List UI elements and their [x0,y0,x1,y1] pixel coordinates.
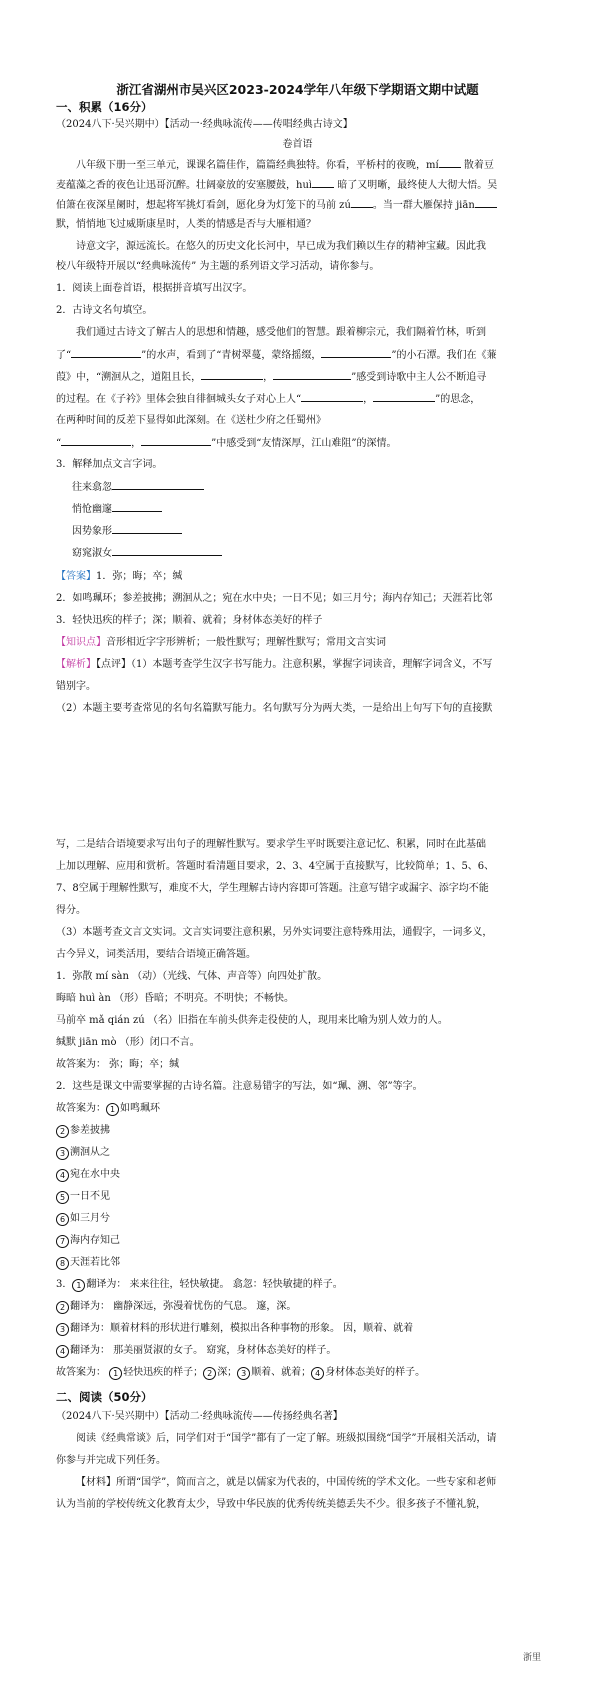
circled-number: 1 [106,1103,119,1116]
text: 如鸣珮环 [120,1103,160,1114]
answer-item [56,1190,544,1204]
fill-blank [112,480,204,490]
text: 葭》中，“溯洄从之，道阻且长， [56,372,202,383]
q3-item [72,546,560,561]
text: 身材体态美好的样子。 [325,1367,426,1378]
page-footer: 浙里 [522,1653,541,1663]
text: ”的小石潭。我们在《蒹 [391,350,497,361]
text: 音形相近字字形辨析；一般性默写；理解性默写；常用文言实词 [106,637,386,648]
preface-line: 默，悄悄地飞过威斯康星时，人类的情感是否与大雁相通？ [56,219,316,230]
text: ”感受到诗歌中主人公不断追寻 [351,372,487,383]
text: 散着豆 [463,160,494,171]
section-subtitle: 卷首语 [282,139,313,150]
text: 往来翕忽 [72,482,112,493]
answer-item [56,1256,544,1270]
answer-line: 2．如鸣珮环；参差披拂；溯洄从之；宛在水中央；一日不见；如三月兮；海内存知己；天涯若比邻 [56,593,493,604]
analysis-line: 写，二是结合语境要求写出句子的理解性默写。要求学生平时既要注意记忆、积累，同时在此基础 [56,839,486,850]
text: 八年级下册一至三单元，课课名篇佳作，篇篇经典独特。你看，平桥村的夜晚，mí [76,160,439,171]
analysis-line [56,658,544,672]
answer-item [56,1124,544,1138]
analysis-line: 得分。 [56,905,86,916]
fill-blank [373,392,435,402]
preface-line [56,198,544,213]
q2-line [56,392,544,407]
knowledge-tag: 【知识点】 [56,637,106,648]
text: 翻译为： 那美丽贤淑的女子。 窈窕，身材体态美好的样子。 [70,1345,337,1356]
text: 深； [217,1367,238,1378]
text: 如三月兮 [70,1213,110,1224]
circled-number: 5 [56,1191,69,1204]
text: 1．弥；晦；卒；缄 [96,571,183,582]
reading-line: 你参与并完成下列任务。 [56,1455,166,1466]
q2-line: 在两种时间的反差下显得如此深刻。在《送杜少府之任蜀州》 [56,415,326,426]
answer-item [56,1212,544,1226]
explanation-line: 2．这些是课文中需要掌握的古诗名篇。注意易错字的写法，如“珮、溯、邻”等字。 [56,1081,423,1092]
q3-item [72,524,560,539]
circled-number: 4 [311,1367,324,1380]
text: 麦蕴藻之香的夜色让迅哥沉醉。壮阔豪放的安塞腰鼓，huì [56,180,313,191]
q2-line [56,436,544,451]
circled-number: 4 [56,1345,69,1358]
explanation-line: 马前卒 mǎ qián zú （名）旧指在车前头供奔走役使的人，现用来比喻为别人效力的人。 [56,1015,448,1026]
fill-blank [312,178,334,188]
explanation-line: 缄默 jiān mò （形）闭口不言。 [56,1037,200,1048]
fill-blank [439,158,461,168]
circled-number: 6 [56,1213,69,1226]
text: 故答案为： [56,1103,106,1114]
text: “ [56,438,62,449]
translation-line [56,1322,544,1336]
q3-item [72,502,560,517]
section-1-source: （2024八下·吴兴期中）【活动一·经典咏流传——传唱经典古诗文】 [56,119,353,130]
text: 悄怆幽邃 [72,504,112,515]
translation-line [56,1278,544,1292]
fill-blank [112,546,222,556]
text: 顺着、就着； [251,1367,312,1378]
reading-line: 【材料】所谓“国学”，简而言之，就是以儒家为代表的，中国传统的学术文化。一些专家和老师 [76,1477,497,1488]
fill-blank [273,370,351,380]
text: ”的思念， [435,394,481,405]
q2-line [56,348,544,363]
text: 了“ [56,350,72,361]
text: ”中感受到“友情深厚，江山难阻”的深情。 [211,438,397,449]
section-1-heading: 一、积累（16分） [56,100,153,114]
section-2-source: （2024八下·吴兴期中）【活动二·经典咏流传——传扬经典名著】 [56,1411,343,1422]
text: 因势象形 [72,526,112,537]
analysis-line: 上加以理解、应用和赏析。答题时看清题目要求，2、3、4空属于直接默写，比较简单；1、5、6、 [56,861,495,872]
fill-blank [351,198,373,208]
fill-blank [71,348,141,358]
circled-number: 8 [56,1257,69,1270]
answer-item [56,1234,544,1248]
fill-blank [141,436,211,446]
circled-number: 1 [109,1367,122,1380]
analysis-line: 7、8空属于理解性默写，难度不大，学生理解古诗内容即可答题。注意写错字或漏字、添字均不能 [56,883,489,894]
fill-blank [301,392,363,402]
translation-line [56,1344,544,1358]
circled-number: 1 [72,1279,85,1292]
analysis-line: （2）本题主要考查常见的名句名篇默写能力。名句默写分为两大类，一是给出上句写下句的直接默 [56,703,493,714]
answer-item [56,1102,544,1116]
text: 。当一群大雁保持 jiān [372,200,475,211]
q2-line: 我们通过古诗文了解古人的思想和情趣，感受他们的智慧。跟着柳宗元，我们隔着竹林，听到 [76,327,486,338]
translation-line [56,1300,544,1314]
preface-line [56,158,544,173]
analysis-line: 错别字。 [56,681,96,692]
preface-line [56,178,544,193]
q3-item [72,480,560,495]
text: ， [363,394,374,405]
fill-blank [61,436,131,446]
reading-line: 认为当前的学校传统文化教育太少，导致中华民族的优秀传统美德丢失不少。很多孩子不懂礼貌， [56,1499,486,1510]
explanation-line: 晦暗 huì àn （形）昏暗；不明亮。不明快；不畅快。 [56,993,295,1004]
question-2: 2．古诗文名句填空。 [56,305,153,316]
fill-blank [112,524,182,534]
text: 海内存知己 [70,1235,120,1246]
text: 轻快迅疾的样子； [123,1367,204,1378]
translation-answer [56,1366,544,1380]
fill-blank [201,370,263,380]
answer-item [56,1146,544,1160]
answer-line [56,570,544,584]
text: 暗了又明晰，最终使人大彻大悟。吴 [337,180,498,191]
answer-line: 3．轻快迅疾的样子；深；顺着、就着；身材体态美好的样子 [56,615,323,626]
explanation-line: 故答案为： 弥；晦；卒；缄 [56,1059,180,1070]
circled-number: 4 [56,1169,69,1182]
question-1: 1．阅读上面卷首语，根据拼音填写出汉字。 [56,283,253,294]
text: 翻译为： 来来往往，轻快敏捷。 翕忽：轻快敏捷的样子。 [86,1279,343,1290]
question-3: 3．解释加点文言字词。 [56,459,163,470]
explanation-line: 1．弥散 mí sàn （动）（光线、气体、声音等）向四处扩散。 [56,971,328,982]
circled-number: 3 [56,1147,69,1160]
text: 参差披拂 [70,1125,110,1136]
text: ， [131,438,142,449]
answer-tag: 【答案】 [56,571,96,582]
text: 故答案为： [56,1367,106,1378]
text: 翻译为： 幽静深远，弥漫着忧伤的气息。 邃，深。 [70,1301,297,1312]
analysis-line: （3）本题考查文言文实词。文言实词要注意积累，另外实词要注意特殊用法，通假字，一词多义， [56,927,493,938]
circled-number: 3 [56,1323,69,1336]
text: 【点评】（1）本题考查学生汉字书写能力。注意积累，掌握字词读音，理解字词含义，不写 [96,659,493,670]
analysis-tag: 【解析】 [56,659,96,670]
fill-blank [475,198,497,208]
circled-number: 2 [56,1125,69,1138]
preface-line: 诗意文字，源远流长。在悠久的历史文化长河中，早已成为我们赖以生存的精神宝藏。因此我 [76,241,486,252]
analysis-line: 古今异义，词类活用，要结合语境正确答题。 [56,949,256,960]
section-2-heading: 二、阅读（50分） [56,1390,153,1404]
q2-line [56,370,544,385]
text: 宛在水中央 [70,1169,120,1180]
circled-number: 2 [56,1301,69,1314]
circled-number: 2 [203,1367,216,1380]
text: 窈窕淑女 [72,548,112,559]
circled-number: 3 [237,1367,250,1380]
text: 伯箫在夜深星阑时，想起将军挑灯看剑，愿化身为灯笼下的马前 zú [56,200,351,211]
answer-item [56,1168,544,1182]
page-title: 浙江省湖州市吴兴区2023-2024学年八年级下学期语文期中试题 [116,82,479,97]
text: 天涯若比邻 [70,1257,120,1268]
knowledge-point [56,636,544,650]
circled-number: 7 [56,1235,69,1248]
text: 一日不见 [70,1191,110,1202]
text: 3． [56,1279,73,1290]
fill-blank [112,502,162,512]
text: 的过程。在《子衿》里体会独自徘徊城头女子对心上人“ [56,394,302,405]
text: ”的水声，看到了“青树翠蔓，蒙络摇缀， [141,350,322,361]
reading-line: 阅读《经典常谈》后，同学们对于“国学”都有了一定了解。班级拟围绕“国学”开展相关活动，请 [76,1433,497,1444]
fill-blank [321,348,391,358]
text: 溯洄从之 [70,1147,110,1158]
text: 翻译为：顺着材料的形状进行雕刻，模拟出各种事物的形象。 因，顺着、就着 [70,1323,414,1334]
preface-line: 校八年级特开展以“经典咏流传” 为主题的系列语文学习活动，请你参与。 [56,261,380,272]
text: ， [263,372,274,383]
